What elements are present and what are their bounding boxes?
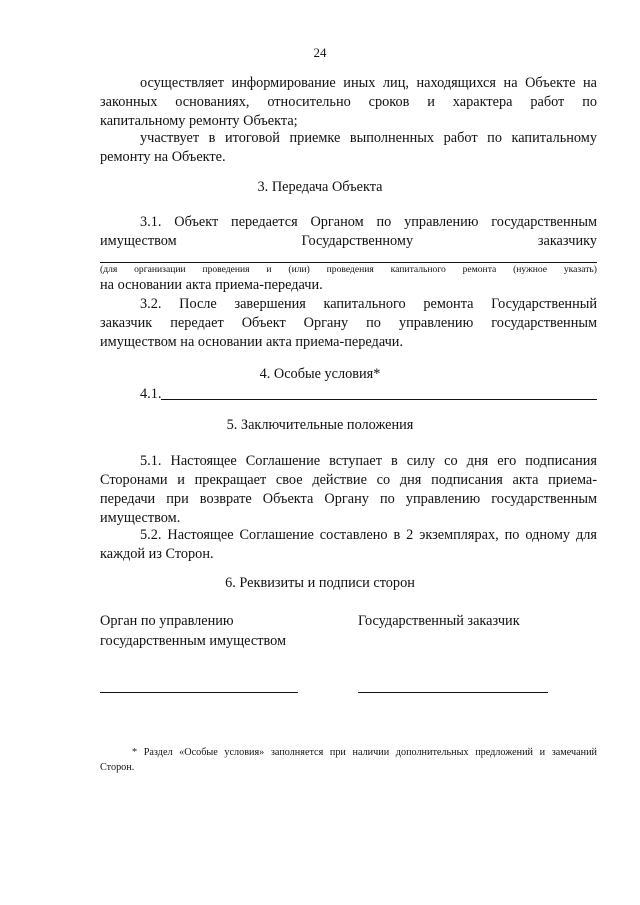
text-line: заказчик передает Объект Органу по управлению государственным (100, 315, 597, 331)
clause-3-1-blank-line (100, 262, 597, 263)
text-line: осуществляет информирование иных лиц, находящихся на Объекте на (140, 75, 597, 91)
intro-paragraph-2 (100, 129, 597, 167)
text-line: государственным имуществом (100, 633, 287, 649)
text-line: участвует в итоговой приемке выполненных работ по капитальному (140, 130, 597, 146)
left-party-label (100, 611, 286, 651)
section-4-title: 4. Особые условия* (259, 366, 381, 382)
section-6-title: 6. Реквизиты и подписи сторон (225, 575, 415, 591)
text-line: ремонту на Объекте. (100, 149, 226, 165)
clause-3-1 (100, 213, 597, 251)
right-party-label: Государственный заказчик (358, 613, 520, 629)
text-line: имуществом на основании акта приема-передачи. (100, 334, 404, 350)
clause-3-1-hint: (для организации проведения и (или) проведения капитального ремонта (нужное указать) (100, 264, 597, 275)
clause-3-1-continuation: на основании акта приема-передачи. (100, 277, 323, 293)
clause-5-2 (100, 526, 597, 564)
clause-3-2 (100, 295, 597, 352)
clause-4-1-label: 4.1. (140, 386, 162, 402)
text-line: * Раздел «Особые условия» заполняется при наличии дополнительных предложений и замечаний (132, 747, 597, 758)
text-line: 5.1. Настоящее Соглашение вступает в силу со дня его подписания (140, 453, 597, 469)
clause-5-1 (100, 452, 597, 528)
text-line: капитальному ремонту Объекта; (100, 113, 298, 129)
text-line: каждой из Сторон. (100, 546, 214, 562)
text-line: Сторонами и прекращает свое действие со дня подписания акта приема- (100, 472, 597, 488)
text-line: законных основаниях, относительно сроков и характера работ по (100, 94, 597, 110)
intro-paragraph-1 (100, 74, 597, 131)
text-line: имуществом. (100, 510, 181, 526)
text-line: имуществом Государственному заказчику (100, 233, 597, 249)
text-line: 3.2. После завершения капитального ремонта Государственный (140, 296, 597, 312)
left-signature-line (100, 692, 298, 693)
footnote (100, 745, 597, 775)
right-signature-line (358, 692, 548, 693)
page-number: 24 (313, 45, 327, 60)
section-3-title: 3. Передача Объекта (257, 179, 383, 195)
text-line: 5.2. Настоящее Соглашение составлено в 2 экземплярах, по одному для (140, 527, 597, 543)
text-line: Орган по управлению (100, 613, 234, 629)
text-line: передачи при возврате Объекта Органу по управлению государственным (100, 491, 597, 507)
text-line: 3.1. Объект передается Органом по управлению государственным (140, 214, 597, 230)
text-line: Сторон. (100, 762, 135, 773)
section-5-title: 5. Заключительные положения (226, 417, 414, 433)
clause-4-1-blank-line (161, 399, 597, 400)
